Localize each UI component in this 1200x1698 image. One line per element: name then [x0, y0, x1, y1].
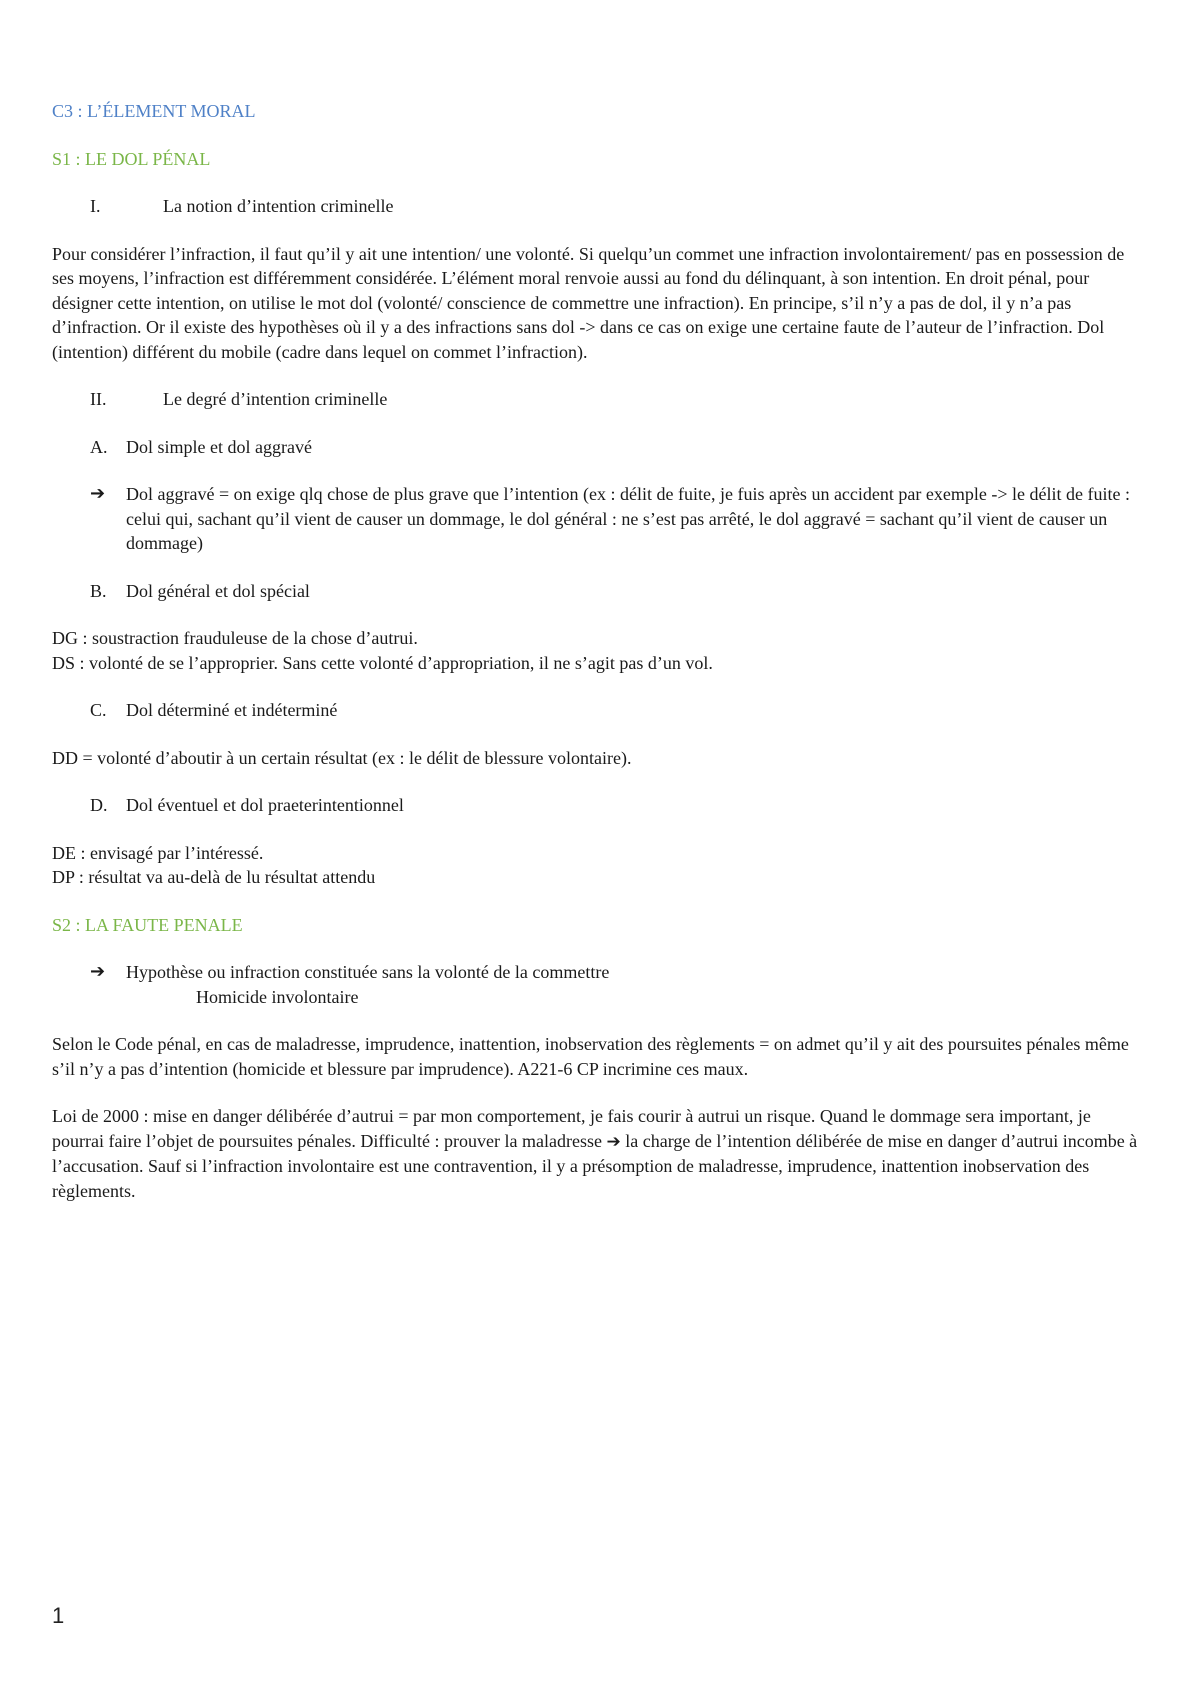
- arrow-item-text: Dol aggravé = on exige qlq chose de plus grave que l’intention (ex : délit de fuite, je fuis après un accident par exemple -> le délit de fuite : celui qui, sachant qu’il vient de causer un dommage, le dol général : ne s’est pas arrêté, le dol aggravé = sachant qu’il vient de causer un dommage): [126, 484, 1130, 553]
- subsection-title: Dol éventuel et dol praeterintentionnel: [126, 795, 404, 815]
- subsection-letter: B.: [90, 580, 107, 601]
- arrow-item-dol-aggrave: [90, 482, 1142, 556]
- document-body: [52, 99, 1142, 1226]
- paragraph-de-dp: [52, 841, 1142, 890]
- subsection-letter: C.: [90, 700, 107, 720]
- paragraph-intention: Pour considérer l’infraction, il faut qu’il y ait une intention/ une volonté. Si quelqu’un commet une infraction involontairement/ pas en possession de ses moyens, l’infraction est différemment considérée. L’élément moral renvoie aussi au fond du délinquant, à son intention. En droit pénal, pour désigner cette intention, on utilise le mot dol (volonté/ conscience de commettre une infraction). En principe, s’il n’y a pas de dol, il y n’a pas d’infraction. Or il existe des hypothèses où il y a des infractions sans dol -> dans ce cas on exige une certaine faute de l’auteur de l’infraction. Dol (intention) différent du mobile (cadre dans lequel on commet l’infraction).: [52, 243, 1125, 362]
- dd-line: DD = volonté d’aboutir à un certain résultat (ex : le délit de blessure volontaire).: [52, 747, 632, 768]
- paragraph-dg-ds: [52, 626, 1142, 675]
- arrow-item-hypothese: [90, 960, 1142, 1009]
- page-number: 1: [52, 1603, 65, 1628]
- arrow-item-line-2: Homicide involontaire: [196, 986, 359, 1007]
- arrow-item-line-1: Hypothèse ou infraction constituée sans la volonté de la commettre: [126, 962, 610, 982]
- section-number: I.: [90, 196, 101, 216]
- section-heading-2: [90, 387, 1142, 412]
- subsection-letter: A.: [90, 436, 108, 457]
- ds-line: DS : volonté de se l’approprier. Sans cette volonté d’appropriation, il ne s’agit pas d’un vol.: [52, 652, 713, 673]
- subsection-heading-d: [90, 793, 1142, 818]
- right-arrow-icon: ➔: [90, 483, 106, 504]
- paragraph-code-penal: Selon le Code pénal, en cas de maladresse, imprudence, inattention, inobservation des règlements = on admet qu’il y ait des poursuites pénales même s’il n’y a pas d’intention (homicide et blessure par imprudence). A221-6 CP incrimine ces maux.: [52, 1034, 1129, 1079]
- subsection-heading-b: [90, 579, 1142, 604]
- right-arrow-icon: ➔: [606, 1131, 621, 1152]
- subsection-title: Dol général et dol spécial: [126, 580, 310, 601]
- subsection-title: Dol simple et dol aggravé: [126, 436, 312, 457]
- right-arrow-icon: ➔: [90, 961, 106, 982]
- dp-line: DP : résultat va au-delà de lu résultat attendu: [52, 867, 376, 887]
- heading-s1: S1 : LE DOL PÉNAL: [52, 148, 211, 169]
- subsection-heading-c: [90, 698, 1142, 723]
- subsection-heading-a: [90, 435, 1142, 460]
- paragraph-loi-part-1: Loi de 2000 : mise en danger délibérée d’autrui = par mon comportement, je fais courir à autrui un risque. Quand le dommage sera important, je pourrai faire l’objet de poursuites pénales. Difficulté : prouver la maladresse: [52, 1106, 1091, 1151]
- heading-s2: S2 : LA FAUTE PENALE: [52, 914, 243, 935]
- paragraph-loi-part-2: la charge de l’intention délibérée de mise en danger d’autrui incombe à l’accusation. Sauf si l’infraction involontaire est une contravention, il y a présomption de maladresse, imprudence, inattention inobservation des règlements.: [52, 1130, 1138, 1201]
- section-title: La notion d’intention criminelle: [163, 196, 394, 216]
- dg-line: DG : soustraction frauduleuse de la chose d’autrui.: [52, 628, 418, 648]
- subsection-title: Dol déterminé et indéterminé: [126, 700, 338, 720]
- section-title: Le degré d’intention criminelle: [163, 389, 388, 409]
- paragraph-loi-2000: [52, 1104, 1142, 1203]
- section-number: II.: [90, 389, 107, 409]
- heading-c3: C3 : L’ÉLEMENT MORAL: [52, 101, 256, 121]
- de-line: DE : envisagé par l’intéressé.: [52, 842, 264, 863]
- subsection-letter: D.: [90, 795, 108, 815]
- section-heading-1: [90, 194, 1142, 219]
- arrow-item-text: [126, 960, 1142, 1009]
